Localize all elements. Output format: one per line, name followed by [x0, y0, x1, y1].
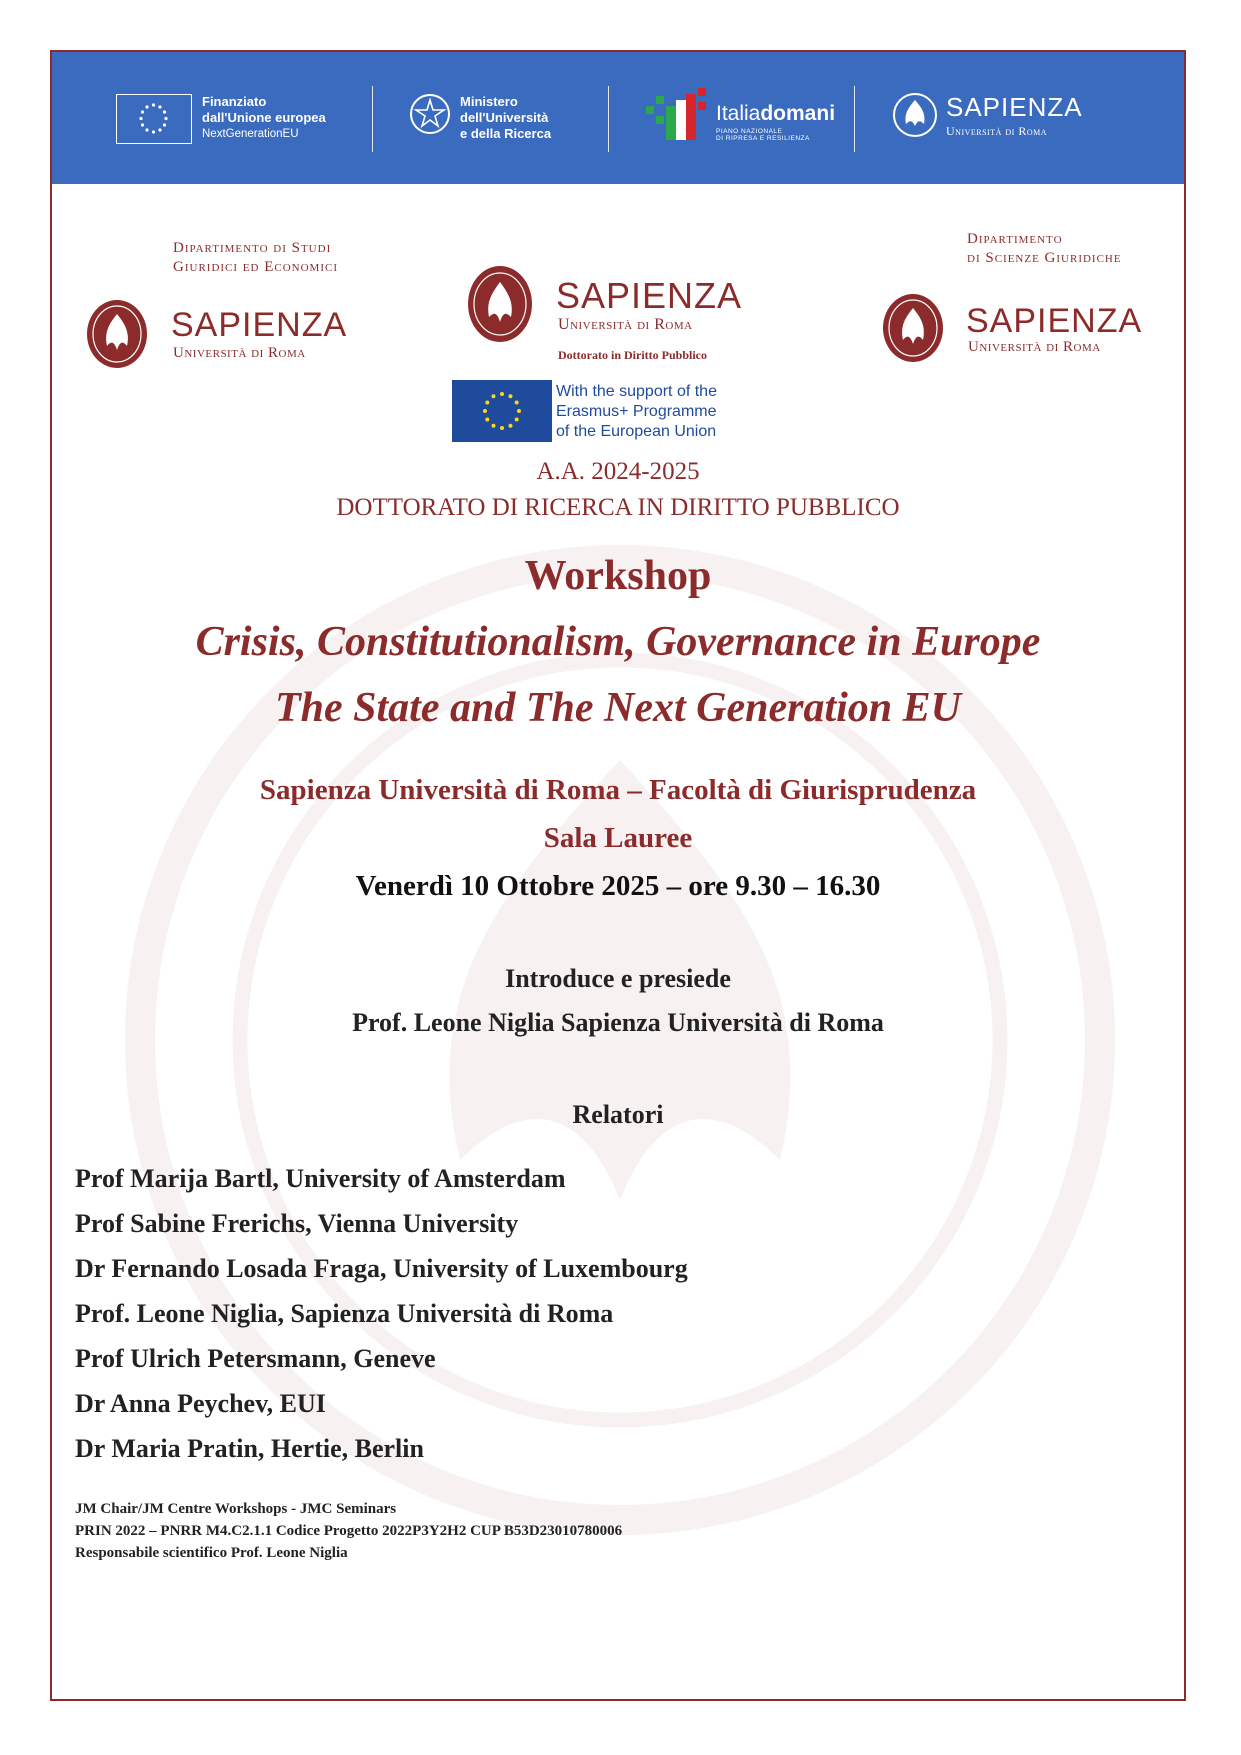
chair-label: Introduce e presiede — [505, 964, 731, 993]
right-sapienza-seal-icon — [882, 292, 944, 364]
italiadomani-sub: PIANO NAZIONALE DI RIPRESA E RESILIENZA — [716, 128, 810, 142]
left-sapienza-seal-icon — [86, 298, 148, 370]
speaker-item: Prof Sabine Frerichs, Vienna University — [75, 1209, 519, 1238]
center-sapienza-sub: Università di Roma — [558, 316, 693, 333]
speakers-list — [75, 1156, 688, 1471]
banner-divider — [854, 86, 855, 152]
speaker-item: Prof. Leone Niglia, Sapienza Università di Roma — [75, 1299, 614, 1328]
event-title-line2: The State and The Next Generation EU — [274, 685, 961, 731]
event-kind: Workshop — [524, 553, 712, 599]
event-title-line1: Crisis, Constitutionalism, Governance in Europe — [195, 619, 1041, 665]
erasmus-eu-flag-icon — [452, 380, 552, 442]
sapienza-seal-icon — [892, 90, 938, 140]
erasmus-support-text: With the support of the Erasmus+ Programme of the European Union — [556, 383, 717, 440]
right-sapienza-name: SAPIENZA — [966, 302, 1143, 340]
eu-flag-icon — [116, 94, 192, 144]
right-department-name: Dipartimento di Scienze Giuridiche — [967, 231, 1122, 266]
speaker-item: Dr Anna Peychev, EUI — [75, 1389, 326, 1418]
speaker-item: Prof Ulrich Petersmann, Geneve — [75, 1344, 436, 1373]
footer-line: PRIN 2022 – PNRR M4.C2.1.1 Codice Progetto 2022P3Y2H2 CUP B53D23010780006 — [75, 1523, 623, 1539]
left-sapienza-sub: Università di Roma — [173, 345, 306, 361]
banner-sapienza-name: SAPIENZA — [946, 92, 1083, 122]
center-doctorate-caption: Dottorato in Diritto Pubblico — [558, 348, 707, 362]
ministry-text: Ministero dell'Università e della Ricerca — [460, 94, 552, 141]
italy-emblem-icon — [408, 92, 452, 136]
footer-line: Responsabile scientifico Prof. Leone Niglia — [75, 1545, 348, 1561]
doctorate-program: DOTTORATO DI RICERCA IN DIRITTO PUBBLICO — [336, 494, 900, 521]
footer-line: JM Chair/JM Centre Workshops - JMC Seminars — [75, 1501, 397, 1517]
speakers-label: Relatori — [572, 1100, 664, 1129]
footer-notes — [75, 1498, 622, 1564]
center-sapienza-name: SAPIENZA — [556, 275, 743, 316]
left-department-name: Dipartimento di Studi Giuridici ed Economici — [173, 240, 338, 275]
funding-banner — [52, 52, 1184, 184]
event-venue-line2: Sala Lauree — [543, 822, 693, 854]
banner-sapienza-sub: Università di Roma — [946, 124, 1047, 138]
speaker-item: Dr Fernando Losada Fraga, University of Luxembourg — [75, 1254, 688, 1283]
center-sapienza-seal-icon — [467, 264, 533, 344]
speaker-item: Dr Maria Pratin, Hertie, Berlin — [75, 1434, 424, 1463]
banner-divider — [608, 86, 609, 152]
event-venue-line1: Sapienza Università di Roma – Facoltà di Giurisprudenza — [259, 774, 977, 806]
italiadomani-logo-icon — [646, 88, 708, 146]
eu-funding-text: Finanziato dall'Unione europea NextGenerationEU — [202, 94, 326, 140]
italiadomani-name: Italiadomani — [716, 102, 836, 125]
event-datetime: Venerdì 10 Ottobre 2025 – ore 9.30 – 16.30 — [355, 870, 881, 902]
academic-year: A.A. 2024-2025 — [536, 458, 700, 485]
right-sapienza-sub: Università di Roma — [968, 339, 1101, 355]
chair-name: Prof. Leone Niglia Sapienza Università di Roma — [352, 1008, 884, 1037]
banner-divider — [372, 86, 373, 152]
speaker-item: Prof Marija Bartl, University of Amsterdam — [75, 1164, 566, 1193]
left-sapienza-name: SAPIENZA — [171, 306, 348, 344]
